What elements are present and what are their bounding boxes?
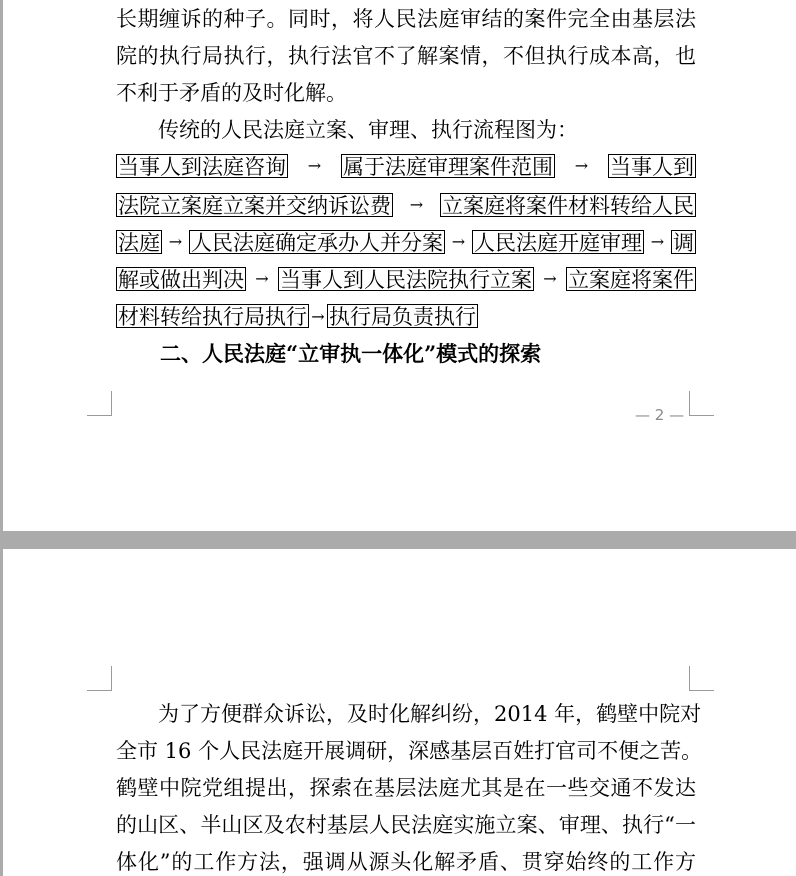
page-gap	[0, 531, 796, 549]
flow-step-box: 立案庭将案件	[568, 268, 694, 292]
flow-step-box: 当事人到	[610, 155, 694, 179]
flow-row	[116, 266, 696, 292]
arrow-right-icon: →	[543, 269, 557, 288]
document-page-3	[3, 549, 796, 876]
flow-step-box: 解或做出判决	[118, 268, 244, 292]
arrow-right-icon: →	[574, 156, 589, 175]
flow-step-box: 人民法庭开庭审理	[474, 231, 642, 255]
section-heading: 二、人民法庭“立审执一体化”模式的探索	[160, 341, 542, 366]
flow-step-box: 属于法庭审理案件范围	[343, 155, 553, 179]
crop-mark	[87, 666, 112, 691]
crop-mark	[689, 391, 714, 416]
body-text-line: 传统的人民法庭立案、审理、执行流程图为：	[158, 118, 578, 142]
arrow-right-icon: →	[307, 156, 322, 175]
arrow-right-icon: →	[311, 307, 325, 326]
flow-step-box: 法庭	[118, 231, 160, 255]
flow-step-box: 当事人到法庭咨询	[118, 155, 286, 179]
arrow-right-icon: →	[168, 232, 183, 251]
body-text-line: 鹤壁中院党组提出，探索在基层法庭尤其是在一些交通不发达	[116, 776, 696, 800]
body-text-line: 为了方便群众诉讼，及时化解纠纷，2014 年，鹤壁中院对	[158, 702, 702, 726]
page-number: — 2 —	[635, 406, 685, 424]
arrow-right-icon: →	[451, 232, 466, 251]
flow-step-box: 法院立案庭立案并交纳诉讼费	[118, 194, 391, 218]
document-page-2	[3, 0, 796, 531]
arrow-right-icon: →	[409, 195, 424, 214]
body-text-line: 不利于矛盾的及时化解。	[116, 81, 347, 105]
body-text-line: 长期缠诉的种子。同时，将人民法庭审结的案件完全由基层法	[116, 7, 696, 31]
flow-row	[116, 192, 696, 218]
flow-row	[116, 153, 696, 179]
body-text-line: 的山区、半山区及农村基层人民法庭实施立案、审理、执行“一	[116, 813, 696, 837]
flow-row	[116, 304, 696, 330]
crop-mark	[87, 391, 112, 416]
flow-row	[116, 229, 696, 255]
body-text-line: 院的执行局执行，执行法官不了解案情，不但执行成本高，也	[116, 44, 696, 68]
arrow-right-icon: →	[650, 232, 665, 251]
body-text-line: 全市 16 个人民法庭开展调研，深感基层百姓打官司不便之苦。	[116, 739, 703, 763]
body-text-line: 体化”的工作方法，强调从源头化解矛盾、贯穿始终的工作方	[116, 850, 696, 874]
flow-step-box: 调	[673, 231, 694, 255]
flow-step-box: 当事人到人民法院执行立案	[280, 268, 532, 292]
flow-step-box: 材料转给执行局执行	[118, 305, 307, 329]
flow-step-box: 执行局负责执行	[329, 305, 476, 329]
flow-step-box: 人民法庭确定承办人并分案	[191, 231, 443, 255]
flow-step-box: 立案庭将案件材料转给人民	[442, 194, 694, 218]
arrow-right-icon: →	[255, 269, 269, 288]
crop-mark	[689, 666, 714, 691]
